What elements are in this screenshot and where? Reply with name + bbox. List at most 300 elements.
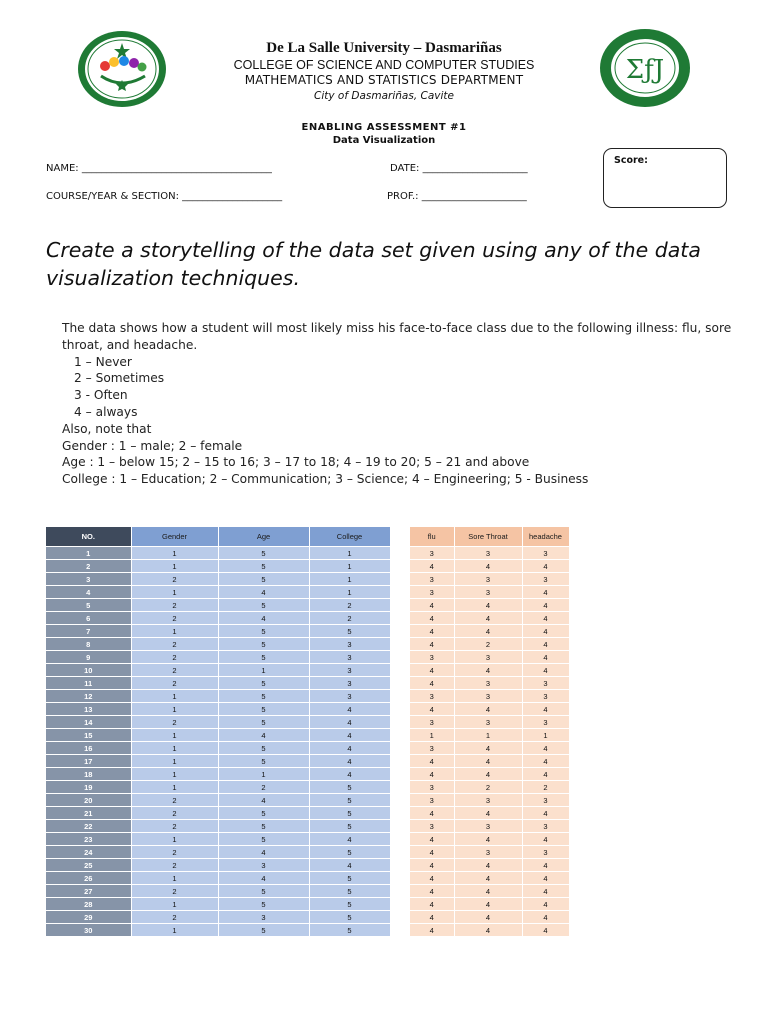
table-cell: 16 <box>46 742 131 755</box>
table-cell: 2 <box>131 716 218 729</box>
table-cell: 5 <box>218 573 309 586</box>
table-row <box>410 755 569 768</box>
column-header: headache <box>522 527 569 547</box>
table-cell: 4 <box>410 885 454 898</box>
table-cell: 27 <box>46 885 131 898</box>
table-cell: 1 <box>131 833 218 846</box>
table-cell: 3 <box>309 677 390 690</box>
table-cell: 4 <box>309 729 390 742</box>
table-cell: 1 <box>131 560 218 573</box>
prof-field[interactable]: PROF.: _____________________ <box>387 191 527 202</box>
table-cell: 3 <box>410 690 454 703</box>
table-row <box>46 638 390 651</box>
table-row <box>410 911 569 924</box>
table-cell: 15 <box>46 729 131 742</box>
table-cell: 4 <box>309 742 390 755</box>
table-cell: 5 <box>218 833 309 846</box>
table-cell: 1 <box>131 586 218 599</box>
scale-item: 1 – Never <box>74 354 132 369</box>
table-cell: 20 <box>46 794 131 807</box>
table-cell: 5 <box>218 755 309 768</box>
table-cell: 4 <box>522 742 569 755</box>
scale-item: 2 – Sometimes <box>74 371 165 386</box>
table-cell: 3 <box>454 794 522 807</box>
table-cell: 4 <box>522 651 569 664</box>
table-cell: 25 <box>46 859 131 872</box>
table-cell: 4 <box>522 586 569 599</box>
table-cell: 5 <box>309 898 390 911</box>
table-row <box>410 768 569 781</box>
table-cell: 13 <box>46 703 131 716</box>
table-cell: 5 <box>218 924 309 937</box>
age-legend: Age : 1 – below 15; 2 – 15 to 16; 3 – 17 to 18; 4 – 19 to 20; 5 – 21 and above <box>62 455 530 470</box>
table-cell: 5 <box>218 885 309 898</box>
table-row <box>46 794 390 807</box>
table-cell: 1 <box>218 664 309 677</box>
table-cell: 4 <box>410 846 454 859</box>
table-row <box>46 690 390 703</box>
table-cell: 5 <box>218 898 309 911</box>
scale-item: 4 – always <box>74 404 138 419</box>
table-row <box>410 859 569 872</box>
table-cell: 5 <box>309 625 390 638</box>
table-cell: 4 <box>309 716 390 729</box>
column-header: Sore Throat <box>454 527 522 547</box>
table-cell: 4 <box>454 768 522 781</box>
table-row <box>46 807 390 820</box>
table-cell: 9 <box>46 651 131 664</box>
college-legend: College : 1 – Education; 2 – Communication; 3 – Science; 4 – Engineering; 5 - Business <box>62 472 589 487</box>
table-cell: 10 <box>46 664 131 677</box>
table-cell: 2 <box>218 781 309 794</box>
table-cell: 2 <box>131 846 218 859</box>
column-header: NO. <box>46 527 131 547</box>
table-cell: 3 <box>522 820 569 833</box>
table-cell: 4 <box>410 599 454 612</box>
table-cell: 3 <box>522 846 569 859</box>
table-cell: 4 <box>410 677 454 690</box>
instruction-text: Create a storytelling of the data set given using any of the data visualization techniques. <box>46 238 701 290</box>
table-row <box>410 625 569 638</box>
table-cell: 3 <box>309 664 390 677</box>
table-row <box>46 586 390 599</box>
table-cell: 4 <box>454 807 522 820</box>
table-cell: 4 <box>410 872 454 885</box>
assessment-title: ENABLING ASSESSMENT #1 <box>301 122 467 133</box>
table-row <box>410 885 569 898</box>
table-cell: 4 <box>218 794 309 807</box>
table-cell: 5 <box>309 807 390 820</box>
table-cell: 4 <box>454 625 522 638</box>
table-row <box>410 924 569 937</box>
table-cell: 7 <box>46 625 131 638</box>
table-cell: 4 <box>454 703 522 716</box>
table-row <box>410 742 569 755</box>
table-cell: 22 <box>46 820 131 833</box>
table-row <box>410 586 569 599</box>
column-header: Gender <box>131 527 218 547</box>
table-cell: 2 <box>131 820 218 833</box>
table-row <box>410 547 569 560</box>
table-cell: 3 <box>454 547 522 560</box>
table-cell: 3 <box>410 651 454 664</box>
table-cell: 5 <box>218 716 309 729</box>
table-cell: 5 <box>218 807 309 820</box>
table-cell: 3 <box>410 742 454 755</box>
table-cell: 1 <box>309 547 390 560</box>
table-cell: 4 <box>454 885 522 898</box>
table-row <box>46 547 390 560</box>
table-cell: 2 <box>131 794 218 807</box>
table-cell: 1 <box>131 781 218 794</box>
table-row <box>410 651 569 664</box>
table-cell: 1 <box>131 729 218 742</box>
table-cell: 5 <box>218 820 309 833</box>
table-cell: 4 <box>46 586 131 599</box>
table-cell: 2 <box>131 599 218 612</box>
table-cell: 1 <box>131 924 218 937</box>
table-cell: 3 <box>522 677 569 690</box>
data-description <box>62 320 742 488</box>
scale-item: 3 - Often <box>74 388 128 403</box>
table-cell: 4 <box>522 924 569 937</box>
table-cell: 1 <box>410 729 454 742</box>
table-row <box>410 664 569 677</box>
table-row <box>46 664 390 677</box>
table-cell: 1 <box>522 729 569 742</box>
date-field[interactable]: DATE: _____________________ <box>390 163 528 174</box>
table-cell: 3 <box>218 911 309 924</box>
table-cell: 3 <box>454 820 522 833</box>
name-field[interactable]: NAME: ______________________________________ <box>46 163 272 174</box>
table-cell: 5 <box>218 690 309 703</box>
table-cell: 3 <box>410 586 454 599</box>
table-cell: 1 <box>218 768 309 781</box>
table-cell: 4 <box>522 872 569 885</box>
table-cell: 4 <box>218 612 309 625</box>
table-cell: 2 <box>131 859 218 872</box>
table-cell: 24 <box>46 846 131 859</box>
table-cell: 4 <box>309 755 390 768</box>
table-cell: 5 <box>309 872 390 885</box>
column-header: College <box>309 527 390 547</box>
table-cell: 3 <box>410 794 454 807</box>
table-cell: 4 <box>410 807 454 820</box>
table-cell: 4 <box>410 664 454 677</box>
table-cell: 1 <box>131 690 218 703</box>
table-cell: 5 <box>218 560 309 573</box>
table-row <box>46 612 390 625</box>
table-cell: 3 <box>309 651 390 664</box>
table-row <box>410 560 569 573</box>
table-cell: 5 <box>218 742 309 755</box>
table-cell: 4 <box>454 612 522 625</box>
table-row <box>46 768 390 781</box>
table-row <box>410 820 569 833</box>
table-row <box>46 651 390 664</box>
table-cell: 3 <box>46 573 131 586</box>
table-cell: 4 <box>454 911 522 924</box>
table-row <box>410 846 569 859</box>
table-cell: 4 <box>522 911 569 924</box>
table-cell: 3 <box>454 846 522 859</box>
table-cell: 4 <box>454 924 522 937</box>
table-cell: 1 <box>131 547 218 560</box>
table-cell: 2 <box>46 560 131 573</box>
column-header: Age <box>218 527 309 547</box>
table-cell: 2 <box>131 677 218 690</box>
table-cell: 4 <box>410 703 454 716</box>
table-cell: 6 <box>46 612 131 625</box>
table-row <box>46 599 390 612</box>
table-cell: 4 <box>218 729 309 742</box>
table-cell: 3 <box>410 781 454 794</box>
table-cell: 3 <box>454 586 522 599</box>
table-cell: 4 <box>309 703 390 716</box>
table-cell: 3 <box>410 716 454 729</box>
table-cell: 4 <box>218 586 309 599</box>
table-cell: 3 <box>522 794 569 807</box>
table-cell: 5 <box>218 651 309 664</box>
table-cell: 4 <box>454 599 522 612</box>
table-cell: 4 <box>410 625 454 638</box>
table-cell: 30 <box>46 924 131 937</box>
table-cell: 3 <box>454 716 522 729</box>
table-cell: 4 <box>309 859 390 872</box>
table-cell: 3 <box>522 547 569 560</box>
table-row <box>410 898 569 911</box>
table-cell: 1 <box>131 625 218 638</box>
table-cell: 5 <box>218 547 309 560</box>
table-cell: 2 <box>309 599 390 612</box>
college-name: COLLEGE OF SCIENCE AND COMPUTER STUDIES <box>233 58 535 72</box>
table-cell: 4 <box>454 755 522 768</box>
table-cell: 4 <box>522 755 569 768</box>
table-cell: 1 <box>131 742 218 755</box>
table-cell: 4 <box>410 898 454 911</box>
table-cell: 2 <box>522 781 569 794</box>
table-cell: 4 <box>454 872 522 885</box>
table-cell: 8 <box>46 638 131 651</box>
table-cell: 4 <box>410 768 454 781</box>
department-name: MATHEMATICS AND STATISTICS DEPARTMENT <box>244 73 524 87</box>
table-cell: 2 <box>131 885 218 898</box>
table-cell: 2 <box>131 612 218 625</box>
table-cell: 4 <box>522 599 569 612</box>
note-text: Also, note that <box>62 421 152 436</box>
table-cell: 4 <box>522 638 569 651</box>
table-cell: 1 <box>46 547 131 560</box>
table-cell: 4 <box>410 560 454 573</box>
course-section-field[interactable]: COURSE/YEAR & SECTION: ____________________ <box>46 191 283 202</box>
table-cell: 4 <box>522 664 569 677</box>
table-cell: 3 <box>522 716 569 729</box>
table-row <box>46 885 390 898</box>
table-cell: 3 <box>410 547 454 560</box>
table-row <box>410 677 569 690</box>
table-row <box>46 716 390 729</box>
table-row <box>46 573 390 586</box>
table-cell: 1 <box>309 560 390 573</box>
table-row <box>410 599 569 612</box>
table-cell: 26 <box>46 872 131 885</box>
table-row <box>410 872 569 885</box>
table-cell: 5 <box>309 781 390 794</box>
table-cell: 3 <box>410 573 454 586</box>
table-cell: 1 <box>131 755 218 768</box>
table-row <box>46 729 390 742</box>
table-cell: 3 <box>309 690 390 703</box>
table-row <box>46 924 390 937</box>
table-cell: 5 <box>218 703 309 716</box>
table-row <box>46 898 390 911</box>
table-row <box>46 846 390 859</box>
table-row <box>46 911 390 924</box>
table-row <box>46 820 390 833</box>
table-cell: 3 <box>309 638 390 651</box>
table-cell: 4 <box>454 859 522 872</box>
university-name: De La Salle University – Dasmariñas <box>266 40 502 56</box>
assessment-subtitle: Data Visualization <box>332 135 436 146</box>
table-cell: 5 <box>309 794 390 807</box>
table-cell: 1 <box>454 729 522 742</box>
table-cell: 4 <box>522 833 569 846</box>
table-cell: 4 <box>454 742 522 755</box>
table-cell: 14 <box>46 716 131 729</box>
table-cell: 23 <box>46 833 131 846</box>
table-cell: 2 <box>454 781 522 794</box>
table-row <box>410 690 569 703</box>
table-cell: 3 <box>522 690 569 703</box>
table-cell: 29 <box>46 911 131 924</box>
table-row <box>46 677 390 690</box>
table-cell: 3 <box>454 573 522 586</box>
table-cell: 5 <box>218 677 309 690</box>
table-row <box>410 729 569 742</box>
table-row <box>410 638 569 651</box>
table-row <box>46 872 390 885</box>
table-cell: 28 <box>46 898 131 911</box>
table-row <box>410 833 569 846</box>
table-cell: 4 <box>410 859 454 872</box>
table-cell: 17 <box>46 755 131 768</box>
table-row <box>410 781 569 794</box>
table-cell: 11 <box>46 677 131 690</box>
table-row <box>46 755 390 768</box>
table-cell: 4 <box>309 833 390 846</box>
illness-table <box>410 527 570 937</box>
table-cell: 2 <box>131 573 218 586</box>
table-cell: 3 <box>410 820 454 833</box>
table-cell: 3 <box>522 573 569 586</box>
table-cell: 2 <box>131 911 218 924</box>
table-cell: 4 <box>410 638 454 651</box>
table-cell: 4 <box>522 560 569 573</box>
table-row <box>46 625 390 638</box>
table-cell: 4 <box>454 898 522 911</box>
table-cell: 5 <box>309 846 390 859</box>
table-row <box>410 794 569 807</box>
score-box[interactable] <box>603 148 727 208</box>
table-cell: 1 <box>131 768 218 781</box>
table-cell: 4 <box>522 625 569 638</box>
table-cell: 5 <box>309 820 390 833</box>
table-cell: 5 <box>309 885 390 898</box>
table-cell: 12 <box>46 690 131 703</box>
table-cell: 4 <box>522 612 569 625</box>
table-cell: 4 <box>454 664 522 677</box>
table-row <box>46 560 390 573</box>
table-row <box>46 781 390 794</box>
table-cell: 1 <box>131 872 218 885</box>
description-intro: The data shows how a student will most likely miss his face-to-face class due to the following illness: flu, sore throat, and headache. <box>62 321 732 352</box>
table-cell: 1 <box>131 703 218 716</box>
table-cell: 21 <box>46 807 131 820</box>
table-cell: 2 <box>131 807 218 820</box>
column-header: flu <box>410 527 454 547</box>
table-cell: 4 <box>454 833 522 846</box>
svg-text:ΣƒJ: ΣƒJ <box>625 55 665 85</box>
table-cell: 4 <box>522 885 569 898</box>
table-cell: 4 <box>522 859 569 872</box>
table-cell: 2 <box>131 638 218 651</box>
table-cell: 5 <box>309 924 390 937</box>
table-cell: 1 <box>309 586 390 599</box>
table-cell: 1 <box>309 573 390 586</box>
table-cell: 4 <box>410 911 454 924</box>
table-cell: 1 <box>131 898 218 911</box>
table-row <box>46 703 390 716</box>
table-row <box>410 716 569 729</box>
table-cell: 4 <box>522 768 569 781</box>
table-row <box>46 833 390 846</box>
table-cell: 5 <box>218 599 309 612</box>
table-cell: 3 <box>454 690 522 703</box>
table-cell: 19 <box>46 781 131 794</box>
table-row <box>410 703 569 716</box>
table-row <box>410 612 569 625</box>
table-cell: 2 <box>309 612 390 625</box>
table-cell: 4 <box>410 924 454 937</box>
table-cell: 4 <box>522 807 569 820</box>
table-cell: 3 <box>218 859 309 872</box>
table-cell: 5 <box>218 638 309 651</box>
table-cell: 4 <box>454 560 522 573</box>
table-cell: 4 <box>218 846 309 859</box>
table-cell: 4 <box>522 898 569 911</box>
demographics-table <box>46 527 391 937</box>
score-label: Score: <box>614 155 648 166</box>
city-name: City of Dasmariñas, Cavite <box>314 90 454 102</box>
table-cell: 4 <box>522 703 569 716</box>
gender-legend: Gender : 1 – male; 2 – female <box>62 438 243 453</box>
table-cell: 2 <box>131 664 218 677</box>
table-cell: 3 <box>454 651 522 664</box>
table-cell: 5 <box>218 625 309 638</box>
table-row <box>46 742 390 755</box>
table-row <box>46 859 390 872</box>
table-cell: 4 <box>410 833 454 846</box>
table-row <box>410 573 569 586</box>
table-cell: 4 <box>410 755 454 768</box>
table-cell: 4 <box>410 612 454 625</box>
table-cell: 3 <box>454 677 522 690</box>
table-cell: 5 <box>309 911 390 924</box>
table-cell: 4 <box>218 872 309 885</box>
table-cell: 18 <box>46 768 131 781</box>
table-cell: 5 <box>46 599 131 612</box>
table-cell: 4 <box>309 768 390 781</box>
